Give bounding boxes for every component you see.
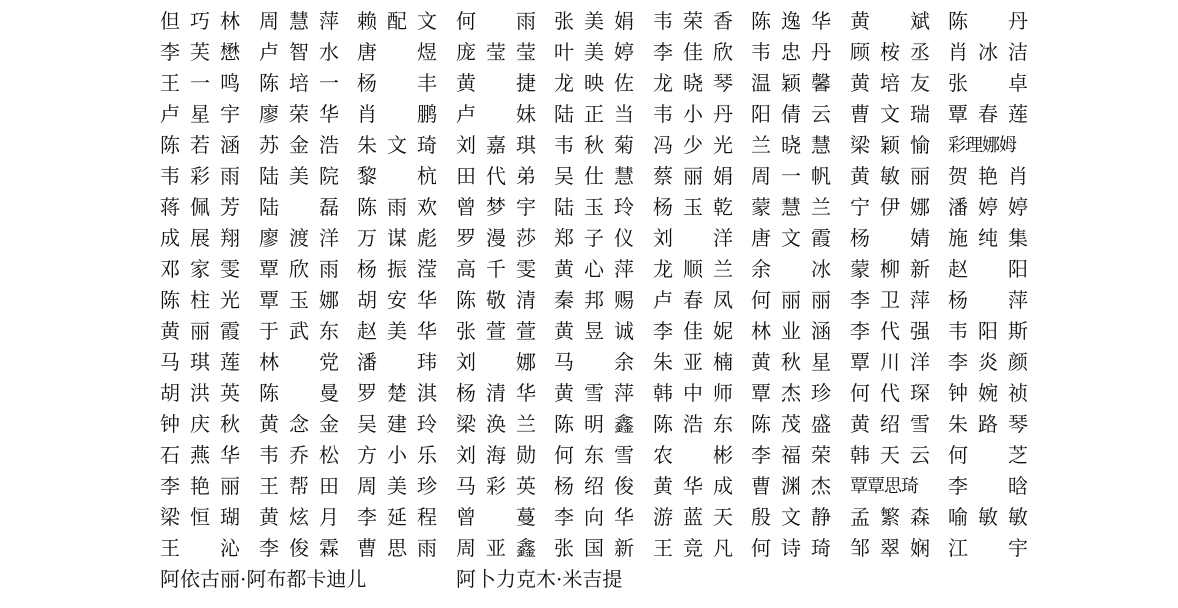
name-cell: 陆 美 院: [259, 164, 339, 188]
name-cell: 张 美 娟: [554, 9, 634, 33]
name-cell: 曹 文 瑞: [850, 102, 930, 126]
name-cell: 韩 中 师: [653, 381, 733, 405]
name-cell: 黄 敏 丽: [850, 164, 930, 188]
name-cell: 韦 小 丹: [653, 102, 733, 126]
name-cell: 覃 玉 娜: [259, 288, 339, 312]
name-cell: 赖 配 文: [357, 9, 437, 33]
name-cell: 赵 美 华: [357, 319, 437, 343]
name-cell: 韦 荣 香: [653, 9, 733, 33]
name-cell: 农 彬: [653, 443, 733, 467]
name-cell: 刘 海 勋: [456, 443, 536, 467]
name-row: [160, 161, 1160, 192]
name-cell: 秦 邦 赐: [554, 288, 634, 312]
name-cell: 但 巧 林: [160, 9, 240, 33]
name-cell: 吴 建 玲: [357, 412, 437, 436]
name-cell: 韦 阳 斯: [948, 319, 1028, 343]
name-cell: 卢 星 宇: [160, 102, 240, 126]
name-cell: 曾 蔓: [456, 505, 536, 529]
name-cell: 廖 荣 华: [259, 102, 339, 126]
name-cell: 邓 家 雯: [160, 257, 240, 281]
name-cell: 韦 忠 丹: [751, 40, 831, 64]
name-cell: 陈 茂 盛: [751, 412, 831, 436]
name-cell: 龙 顺 兰: [653, 257, 733, 281]
name-cell: 黄 炫 月: [259, 505, 339, 529]
name-cell: 梁 颖 愉: [850, 133, 930, 157]
name-cell: 钟 婉 祯: [948, 381, 1028, 405]
name-cell: 游 蓝 天: [653, 505, 733, 529]
name-cell: 潘 玮: [357, 350, 437, 374]
name-row: [160, 68, 1160, 99]
name-row: [160, 6, 1160, 37]
name-row: [160, 254, 1160, 285]
name-cell: 黄 秋 星: [751, 350, 831, 374]
name-cell: 马 余: [554, 350, 634, 374]
name-cell: 龙 映 佐: [554, 71, 634, 95]
name-cell: 卢 春 凤: [653, 288, 733, 312]
name-row: [160, 440, 1160, 471]
name-cell: 李 延 程: [357, 505, 437, 529]
name-cell: 马 彩 英: [456, 474, 536, 498]
name-cell: 蔡 丽 娟: [653, 164, 733, 188]
name-cell: 陈 明 鑫: [554, 412, 634, 436]
long-name-row: [160, 564, 1160, 595]
name-cell: 黄 绍 雪: [850, 412, 930, 436]
long-name: 阿依古丽·阿布都卡迪儿: [160, 567, 367, 591]
name-cell: 杨 振 滢: [357, 257, 437, 281]
name-cell: 李 艳 丽: [160, 474, 240, 498]
name-cell: 周 一 帆: [751, 164, 831, 188]
name-cell: 黎 杭: [357, 164, 437, 188]
name-cell: 彩理娜姆: [948, 135, 1016, 156]
name-cell: 覃 杰 珍: [751, 381, 831, 405]
name-cell: 陈 柱 光: [160, 288, 240, 312]
name-cell: 肖 冰 洁: [948, 40, 1028, 64]
name-cell: 杨 丰: [357, 71, 437, 95]
name-cell: 石 燕 华: [160, 443, 240, 467]
name-list: [160, 6, 1160, 595]
name-cell: 蒙 柳 新: [850, 257, 930, 281]
name-cell: 何 代 琛: [850, 381, 930, 405]
name-cell: 马 琪 莲: [160, 350, 240, 374]
name-cell: 李 代 强: [850, 319, 930, 343]
name-cell: 黄 心 萍: [554, 257, 634, 281]
name-cell: 杨 婧: [850, 226, 930, 250]
name-cell: 陈 丹: [948, 9, 1028, 33]
name-cell: 朱 亚 楠: [653, 350, 733, 374]
name-cell: 林 党: [259, 350, 339, 374]
name-cell: 王 一 鸣: [160, 71, 240, 95]
name-cell: 喻 敏 敏: [948, 505, 1028, 529]
name-cell: 韦 秋 菊: [554, 133, 634, 157]
name-cell: 李 炎 颜: [948, 350, 1028, 374]
long-name: 阿卜力克木·米吉提: [456, 567, 623, 591]
name-cell: 杨 玉 乾: [653, 195, 733, 219]
name-cell: 曹 渊 杰: [751, 474, 831, 498]
name-cell: 廖 渡 洋: [259, 226, 339, 250]
name-cell: 肖 鹏: [357, 102, 437, 126]
name-cell: 吴 仕 慧: [554, 164, 634, 188]
name-cell: 李 芙 懋: [160, 40, 240, 64]
name-cell: 高 千 雯: [456, 257, 536, 281]
name-cell: 李 俊 霖: [259, 536, 339, 560]
name-cell: 陈 雨 欢: [357, 195, 437, 219]
name-cell: 黄 斌: [850, 9, 930, 33]
name-row: [160, 347, 1160, 378]
name-row: [160, 285, 1160, 316]
name-cell: 万 谋 彪: [357, 226, 437, 250]
name-cell: 陆 正 当: [554, 102, 634, 126]
name-cell: 卢 妹: [456, 102, 536, 126]
name-cell: 陈 逸 华: [751, 9, 831, 33]
name-cell: 江 宇: [948, 536, 1028, 560]
name-cell: 陈 若 涵: [160, 133, 240, 157]
name-row: [160, 99, 1160, 130]
name-cell: 李 佳 妮: [653, 319, 733, 343]
name-cell: 曾 梦 宇: [456, 195, 536, 219]
name-cell: 邹 翠 娴: [850, 536, 930, 560]
name-cell: 曹 思 雨: [357, 536, 437, 560]
name-cell: 林 业 涵: [751, 319, 831, 343]
name-row: [160, 130, 1160, 161]
name-row: [160, 409, 1160, 440]
name-cell: 龙 晓 琴: [653, 71, 733, 95]
name-cell: 庞 莹 莹: [456, 40, 536, 64]
name-cell: 罗 漫 莎: [456, 226, 536, 250]
name-cell: 杨 清 华: [456, 381, 536, 405]
name-row: [160, 502, 1160, 533]
name-row: [160, 192, 1160, 223]
name-cell: 覃覃思琦: [850, 476, 918, 497]
name-cell: 唐 文 霞: [751, 226, 831, 250]
name-cell: 梁 涣 兰: [456, 412, 536, 436]
name-cell: 王 竞 凡: [653, 536, 733, 560]
name-cell: 韦 彩 雨: [160, 164, 240, 188]
name-cell: 钟 庆 秋: [160, 412, 240, 436]
name-cell: 蒙 慧 兰: [751, 195, 831, 219]
name-cell: 叶 美 婷: [554, 40, 634, 64]
name-cell: 何 东 雪: [554, 443, 634, 467]
name-cell: 黄 捷: [456, 71, 536, 95]
name-cell: 成 展 翔: [160, 226, 240, 250]
name-row: [160, 471, 1160, 502]
name-cell: 朱 路 琴: [948, 412, 1028, 436]
name-cell: 王 沁: [160, 536, 240, 560]
name-cell: 孟 繁 森: [850, 505, 930, 529]
name-row: [160, 37, 1160, 68]
name-cell: 余 冰: [751, 257, 831, 281]
name-cell: 卢 智 水: [259, 40, 339, 64]
name-cell: 罗 楚 淇: [357, 381, 437, 405]
name-cell: 何 雨: [456, 9, 536, 33]
name-cell: 李 向 华: [554, 505, 634, 529]
name-cell: 殷 文 静: [751, 505, 831, 529]
name-cell: 陈 敬 清: [456, 288, 536, 312]
name-cell: 覃 春 莲: [948, 102, 1028, 126]
name-cell: 张 卓: [948, 71, 1028, 95]
name-cell: 何 诗 琦: [751, 536, 831, 560]
name-cell: 陆 磊: [259, 195, 339, 219]
name-cell: 李 卫 萍: [850, 288, 930, 312]
name-cell: 陈 浩 东: [653, 412, 733, 436]
name-row: [160, 223, 1160, 254]
name-cell: 周 慧 萍: [259, 9, 339, 33]
name-cell: 李 福 荣: [751, 443, 831, 467]
name-cell: 周 美 珍: [357, 474, 437, 498]
name-row: [160, 378, 1160, 409]
name-cell: 宁 伊 娜: [850, 195, 930, 219]
name-row: [160, 316, 1160, 347]
name-cell: 潘 婷 婷: [948, 195, 1028, 219]
name-cell: 何 芝: [948, 443, 1028, 467]
name-cell: 刘 洋: [653, 226, 733, 250]
name-cell: 阳 倩 云: [751, 102, 831, 126]
name-cell: 胡 洪 英: [160, 381, 240, 405]
name-cell: 黄 雪 萍: [554, 381, 634, 405]
name-cell: 刘 娜: [456, 350, 536, 374]
name-cell: 杨 绍 俊: [554, 474, 634, 498]
name-cell: 王 帮 田: [259, 474, 339, 498]
name-cell: 黄 华 成: [653, 474, 733, 498]
name-cell: 陆 玉 玲: [554, 195, 634, 219]
name-cell: 贺 艳 肖: [948, 164, 1028, 188]
name-cell: 覃 川 洋: [850, 350, 930, 374]
name-cell: 施 纯 集: [948, 226, 1028, 250]
name-cell: 黄 昱 诚: [554, 319, 634, 343]
name-cell: 黄 丽 霞: [160, 319, 240, 343]
name-cell: 蒋 佩 芳: [160, 195, 240, 219]
name-cell: 朱 文 琦: [357, 133, 437, 157]
name-cell: 刘 嘉 琪: [456, 133, 536, 157]
name-cell: 周 亚 鑫: [456, 536, 536, 560]
name-row: [160, 533, 1160, 564]
name-cell: 兰 晓 慧: [751, 133, 831, 157]
name-cell: 方 小 乐: [357, 443, 437, 467]
name-cell: 田 代 弟: [456, 164, 536, 188]
name-cell: 黄 培 友: [850, 71, 930, 95]
name-cell: 顾 桉 丞: [850, 40, 930, 64]
name-cell: 陈 培 一: [259, 71, 339, 95]
name-cell: 杨 萍: [948, 288, 1028, 312]
name-cell: 韩 天 云: [850, 443, 930, 467]
name-cell: 何 丽 丽: [751, 288, 831, 312]
name-cell: 李 佳 欣: [653, 40, 733, 64]
name-cell: 胡 安 华: [357, 288, 437, 312]
name-cell: 黄 念 金: [259, 412, 339, 436]
name-cell: 冯 少 光: [653, 133, 733, 157]
name-cell: 苏 金 浩: [259, 133, 339, 157]
name-cell: 郑 子 仪: [554, 226, 634, 250]
name-cell: 温 颖 馨: [751, 71, 831, 95]
name-cell: 陈 曼: [259, 381, 339, 405]
name-cell: 韦 乔 松: [259, 443, 339, 467]
name-cell: 李 晗: [948, 474, 1028, 498]
name-cell: 覃 欣 雨: [259, 257, 339, 281]
name-cell: 赵 阳: [948, 257, 1028, 281]
name-cell: 唐 煜: [357, 40, 437, 64]
name-cell: 张 国 新: [554, 536, 634, 560]
name-cell: 张 萱 萱: [456, 319, 536, 343]
name-cell: 于 武 东: [259, 319, 339, 343]
name-cell: 梁 恒 瑚: [160, 505, 240, 529]
